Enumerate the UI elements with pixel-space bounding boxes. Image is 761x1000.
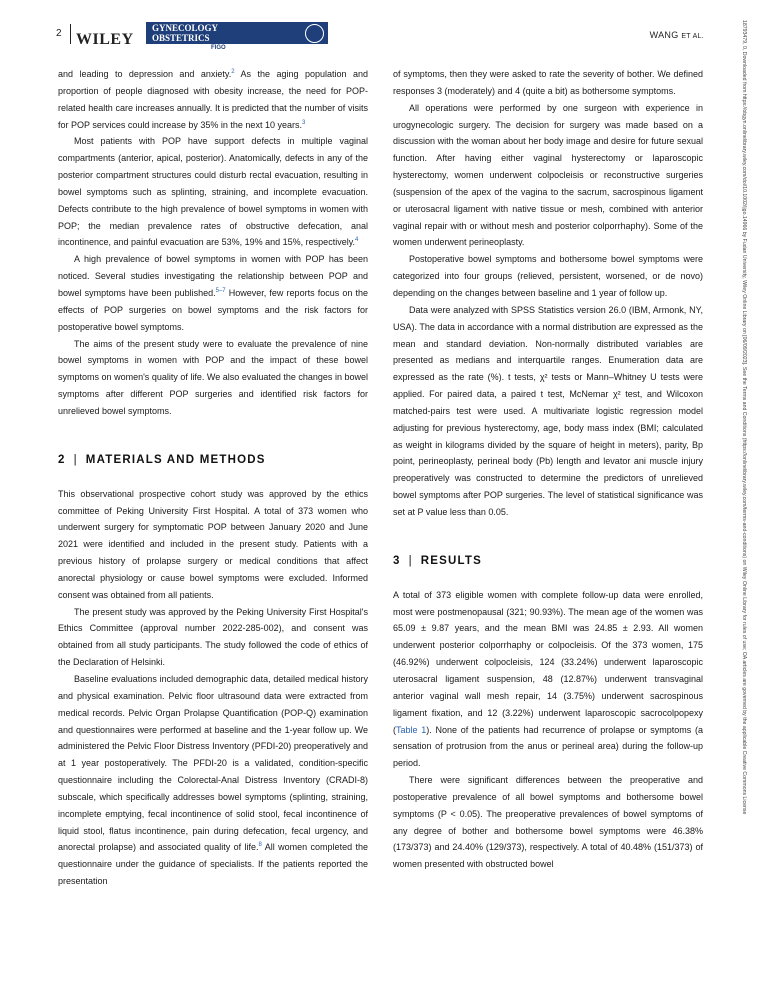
paragraph: The aims of the present study were to evaluate the prevalence of nine bowel symptoms in women with POP and the impact of these bowel symptoms on women's quality of life. We also evaluated the changes in bowel symptoms after different POP surgeries and identified risk factors for unrelieved bowel symptoms. [58, 338, 368, 416]
page-header [56, 22, 704, 56]
paragraph [58, 251, 368, 335]
paragraph [393, 587, 703, 772]
left-column [58, 66, 368, 890]
citation[interactable]: 2 [231, 69, 235, 75]
paragraph-text: Most patients with POP have support defects in multiple vaginal compartments (anterior, apical, posterior). Anatomically, defects in any of the posterior compartment structures could disturb rectal evacuation, resulting in bowel symptoms such as splinting, straining, and incomplete evacuation. Defects contribute to the high prevalence of bowel symptoms in women with POP; the median prevalence rates of obstructive defecation, anal incontinence, and painful evacuation are 53%, 19% and 15%, respectively. [58, 136, 368, 248]
figo-label: FIGO [211, 45, 226, 51]
paragraph: The present study was approved by the Peking University First Hospital's Ethics Committee (approval number 2022-285-002), and consent was obtained from all study participants. The study followed the code of ethics of the Declaration of Helsinki. [58, 606, 368, 668]
section-heading: 2 | MATERIALS AND METHODS [58, 453, 266, 466]
section-title: MATERIALS AND METHODS [85, 453, 266, 466]
section-title: RESULTS [420, 554, 483, 567]
paragraph-text: A total of 373 eligible women with complete follow-up data were enrolled, most were postmenopausal (321; 90.93%). The mean age of the women was 65.09 ± 9.87 years, and the mean BMI was 24.85 ± 2.93. All women underwent posterior colporrhaphy or colpocleisis. Of the 373 women, 175 (46.92%) underwent colpocleisis, 124 (33.24%) underwent laparoscopic uterosacral ligament suspension, 48 (12.87%) underwent transvaginal anterior vaginal wall mesh repair, 14 (3.75%) underwent sacrospinous ligament fixation, and 12 (3.22%) underwent laparoscopic sacrocolpopexy ( [393, 589, 703, 735]
paragraph [58, 133, 368, 251]
page-number: 2 [56, 28, 62, 39]
running-head-author: WANG [649, 30, 679, 40]
section-number: 2 [58, 453, 66, 466]
running-head-etal: ET AL. [681, 33, 704, 40]
paragraph: This observational prospective cohort study was approved by the ethics committee of Peking University First Hospital. A total of 373 women who underwent surgery for symptomatic POP between January 2020 and June 2021 were identified and included in the present study. Patients with a previous history of prolapse surgery or medical conditions that affect anorectal physiology or cause bowel symptoms were excluded. Informed consent was obtained from all patients. [58, 488, 368, 600]
paragraph-text: and leading to depression and anxiety. [58, 69, 232, 79]
journal-name-line2: OBSTETRICS [152, 33, 210, 43]
journal-logo [146, 22, 328, 44]
paragraph-text: As the aging population and proportion of people diagnosed with obesity increase, the need for POP-related health care increases annually. It is predicted that the number of visits for POP services could increase by 35% in the next 10 years. [58, 69, 368, 130]
citation[interactable]: 4 [355, 237, 359, 244]
running-head [650, 30, 704, 40]
section-number: 3 [393, 554, 401, 567]
paragraph-text: Baseline evaluations included demographic data, detailed medical history and physical examination. Pelvic floor ultrasound data were extracted from medical records. Pelvic Organ Prolapse Quantification (POP-Q) examination and questionnaires were performed at baseline and the 1-year follow up. We administered the Pelvic Floor Distress Inventory (PFDI-20) preoperatively and at 1 year postoperatively. The PFDI-20 is a validated, condition-specific questionnaire including the Colorectal-Anal Distress Inventory (CRADI-8) subscale, which specifically addresses bowel symptoms (splinting, straining, incomplete emptying, fecal incontinence of solid stool, fecal incontinence of liquid stool, flatus incontinence, pain during defecation, fecal urgency, and anorectal prolapse) and associated quality of life. [58, 674, 368, 853]
paragraph-text: All women completed the questionnaire under the guidance of specialists. If the patients reported the presentation [58, 842, 368, 887]
paragraph: Postoperative bowel symptoms and bothersome bowel symptoms were categorized into four groups (relieved, persistent, worsened, or de novo) depending on the changes between baseline and 1 year of follow up. [393, 254, 703, 298]
paragraph-text: ). None of the patients had recurrence of prolapse or symptoms (a sensation of protrusion from the anus or perineal area) during the follow-up period. [393, 724, 703, 769]
citation[interactable]: 8 [258, 842, 262, 849]
paragraph: Data were analyzed with SPSS Statistics version 26.0 (IBM, Armonk, NY, USA). The data in accordance with a normal distribution are expressed as the mean and standard deviation. Non-normally distributed variables are presented as medians and interquartile ranges. Enumeration data are expressed as the rate (%). t tests, χ² tests or Mann–Whitney U tests were applied. For paired data, a paired t test, McNemar χ² test, and Wilcoxon matched-pairs test were used. A multivariate logistic regression model adjusting for previous hysterectomy, age, body mass index (BMI; calculated as weight in kilograms divided by the square of height in meters), parity, Bp point, perineoplasty, perineal body (Pb) length and levator ani muscle injury preoperatively was constructed to determine the predictors of unrelieved bowel symptoms after POP surgeries. The level of statistical significance was set at P value less than 0.05. [393, 304, 703, 517]
journal-name-line1: GYNECOLOGY [152, 23, 219, 33]
citation[interactable]: 3 [301, 119, 306, 126]
table-link[interactable]: Table 1 [396, 724, 427, 735]
paragraph-text: However, few reports focus on the effects of POP surgeries on bowel symptoms and the risk factors for postoperative bowel symptoms. [58, 287, 368, 332]
section-heading: 3 | RESULTS [393, 554, 483, 567]
paragraph [58, 671, 368, 890]
paragraph: All operations were performed by one surgeon with experience in urogynecologic surgery. The decision for surgery was made based on a discussion with the woman about her body image and desire for future sexual function. After having either vaginal hysterectomy or laparoscopic hysterectomy, women underwent colpocleisis or reconstructive surgeries (suspension of the apex of the vagina to the sacrum, sacrospinous ligament or uterosacral ligament with native tissue or mesh, combined with anterior vaginal repair with or without mesh and posterior colporrhaphy). Some of the women underwent perineoplasty. [393, 102, 703, 248]
download-notice-text: 18793479, 0, Downloaded from https://obgyn.onlinelibrary.wiley.com/doi/10.1002/ijgo.14966 by Fudan University, Wiley Online Library on [06/09/2023]. See the Terms and Conditions (https://onlinelibrary.wiley.com/terms-and-conditions) on Wiley Online Library for rules of use; OA articles are governed by the applicable Creative Commons License [741, 20, 747, 815]
paragraph [58, 66, 368, 133]
citation[interactable]: 5–7 [215, 287, 226, 294]
paragraph-text: A high prevalence of bowel symptoms in women with POP has been noticed. Several studies investigating the relationship between POP and bowel symptoms have been published. [58, 254, 368, 298]
paragraph: There were significant differences between the preoperative and postoperative prevalence of all bowel symptoms and bothersome bowel symptoms (P < 0.05). The preoperative prevalences of bowel symptoms of any degree of bother and bothersome bowel symptoms were 46.38% (173/373) and 24.40% (129/373), respectively. A total of 40.48% (151/373) of women presented with obstructed bowel [393, 775, 703, 870]
paragraph: of symptoms, then they were asked to rate the severity of bother. We defined responses 3 (moderately) and 4 (quite a bit) as bothersome symptoms. [393, 69, 703, 96]
right-column [393, 66, 703, 873]
header-divider [70, 24, 71, 44]
figo-emblem-icon [305, 24, 324, 43]
publisher-logo: WILEY [76, 31, 134, 48]
download-notice [739, 20, 751, 980]
